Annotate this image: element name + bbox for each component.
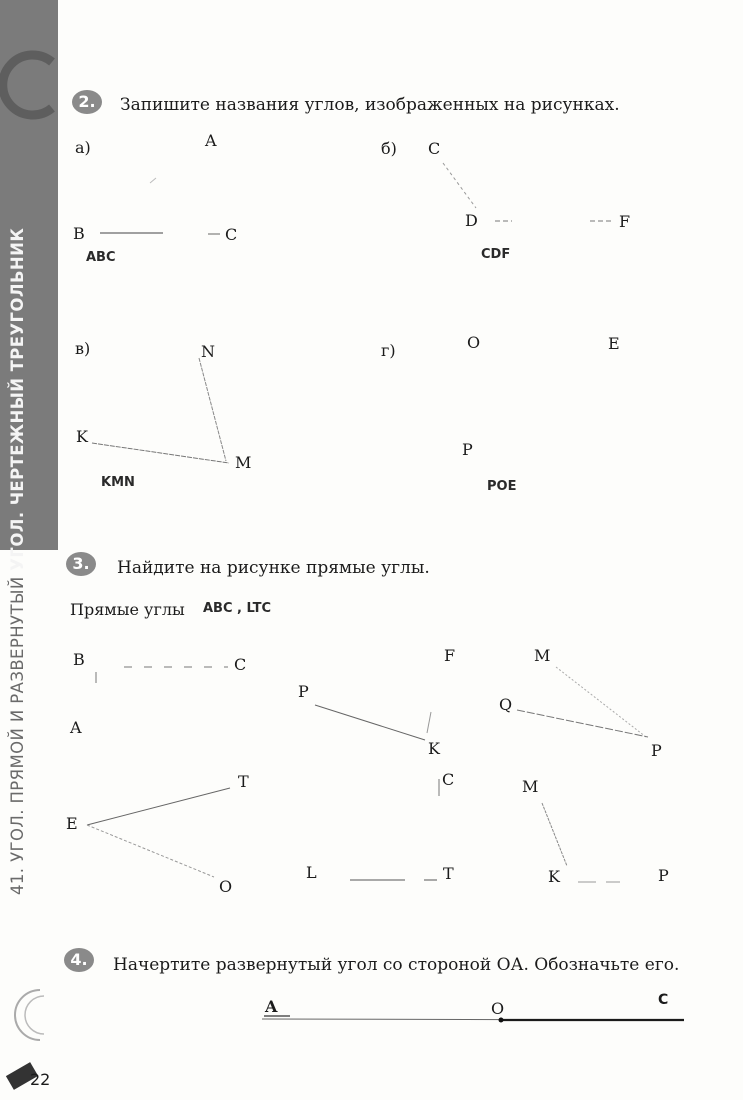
page-number: 22 xyxy=(30,1070,51,1089)
point-label: P xyxy=(298,682,309,701)
point-label: O xyxy=(219,877,233,896)
fig3-eo-ray xyxy=(87,825,214,877)
point-label: A xyxy=(205,131,217,150)
point-label: K xyxy=(548,867,560,886)
point-label: M xyxy=(235,453,252,472)
point-label: O xyxy=(467,333,481,352)
point-label: T xyxy=(443,864,454,883)
point-label: A xyxy=(265,997,278,1016)
point-label: N xyxy=(201,342,215,361)
point-label: C xyxy=(658,992,669,1008)
task2-part-c-answer: KMN xyxy=(101,475,135,490)
point-label: C xyxy=(234,655,247,674)
task2-part-d-answer: POE xyxy=(487,479,517,494)
point-label: O xyxy=(491,999,505,1018)
point-label: Q xyxy=(499,695,513,714)
point-label: P xyxy=(651,741,662,760)
point-label: F xyxy=(619,212,631,231)
task2-part-b-answer: CDF xyxy=(481,247,511,262)
task3-badge: 3. xyxy=(66,552,96,576)
point-label: B xyxy=(73,224,85,243)
point-label: E xyxy=(66,814,78,833)
fig2c-ray-mn xyxy=(199,358,226,461)
fig2c-ray-mk xyxy=(92,443,229,463)
fig2a-ray-ba xyxy=(150,178,156,183)
logo-arc-bottom-inner xyxy=(25,996,44,1034)
task4-text: Начертите развернутый угол со стороной ОА. Обозначьте его. xyxy=(113,955,680,975)
point-label: K xyxy=(428,739,440,758)
point-label: T xyxy=(238,772,249,791)
fig3-kf-ray xyxy=(427,712,431,733)
chapter-title-part1: 41. УГОЛ. ПРЯМОЙ И РАЗВЕРНУТЫЙ xyxy=(8,570,27,895)
fig4-point-o xyxy=(499,1018,504,1023)
task2-part-d-label: г) xyxy=(381,341,396,360)
point-label: P xyxy=(658,866,669,885)
task4-badge: 4. xyxy=(64,948,94,972)
task2-part-b-label: б) xyxy=(381,139,397,158)
fig3-pq-ray xyxy=(517,710,648,737)
fig3-km-ray xyxy=(542,803,567,866)
point-label: K xyxy=(76,427,88,446)
task2-part-c-label: в) xyxy=(75,339,91,358)
point-label: M xyxy=(522,777,539,796)
task2-part-a-label: а) xyxy=(75,138,91,157)
task3-answer-label: Прямые углы xyxy=(70,600,185,619)
point-label: C xyxy=(428,139,441,158)
point-label: D xyxy=(465,211,478,230)
task3-text: Найдите на рисунке прямые углы. xyxy=(117,558,430,578)
fig3-et-ray xyxy=(87,788,230,825)
task3-answer: ABC , LTC xyxy=(203,601,272,616)
point-label: C xyxy=(225,225,238,244)
point-label: A xyxy=(70,718,82,737)
fig2b-ray-dc xyxy=(443,163,476,208)
point-label: M xyxy=(534,646,551,665)
logo-arc-top xyxy=(3,55,52,115)
point-label: C xyxy=(442,770,455,789)
chapter-title-part2: УГОЛ. ЧЕРТЕЖНЫЙ ТРЕУГОЛЬНИК xyxy=(8,227,27,571)
point-label: E xyxy=(608,334,620,353)
fig3-pm-ray xyxy=(556,667,646,737)
fig3-pk-ray xyxy=(315,705,425,740)
task2-text: Запишите названия углов, изображенных на рисунках. xyxy=(120,95,620,115)
point-label: P xyxy=(462,440,473,459)
point-label: B xyxy=(73,650,85,669)
point-label: L xyxy=(306,863,317,882)
point-label: F xyxy=(444,646,456,665)
task2-part-a-answer: ABC xyxy=(86,250,116,265)
task2-badge: 2. xyxy=(72,90,102,114)
